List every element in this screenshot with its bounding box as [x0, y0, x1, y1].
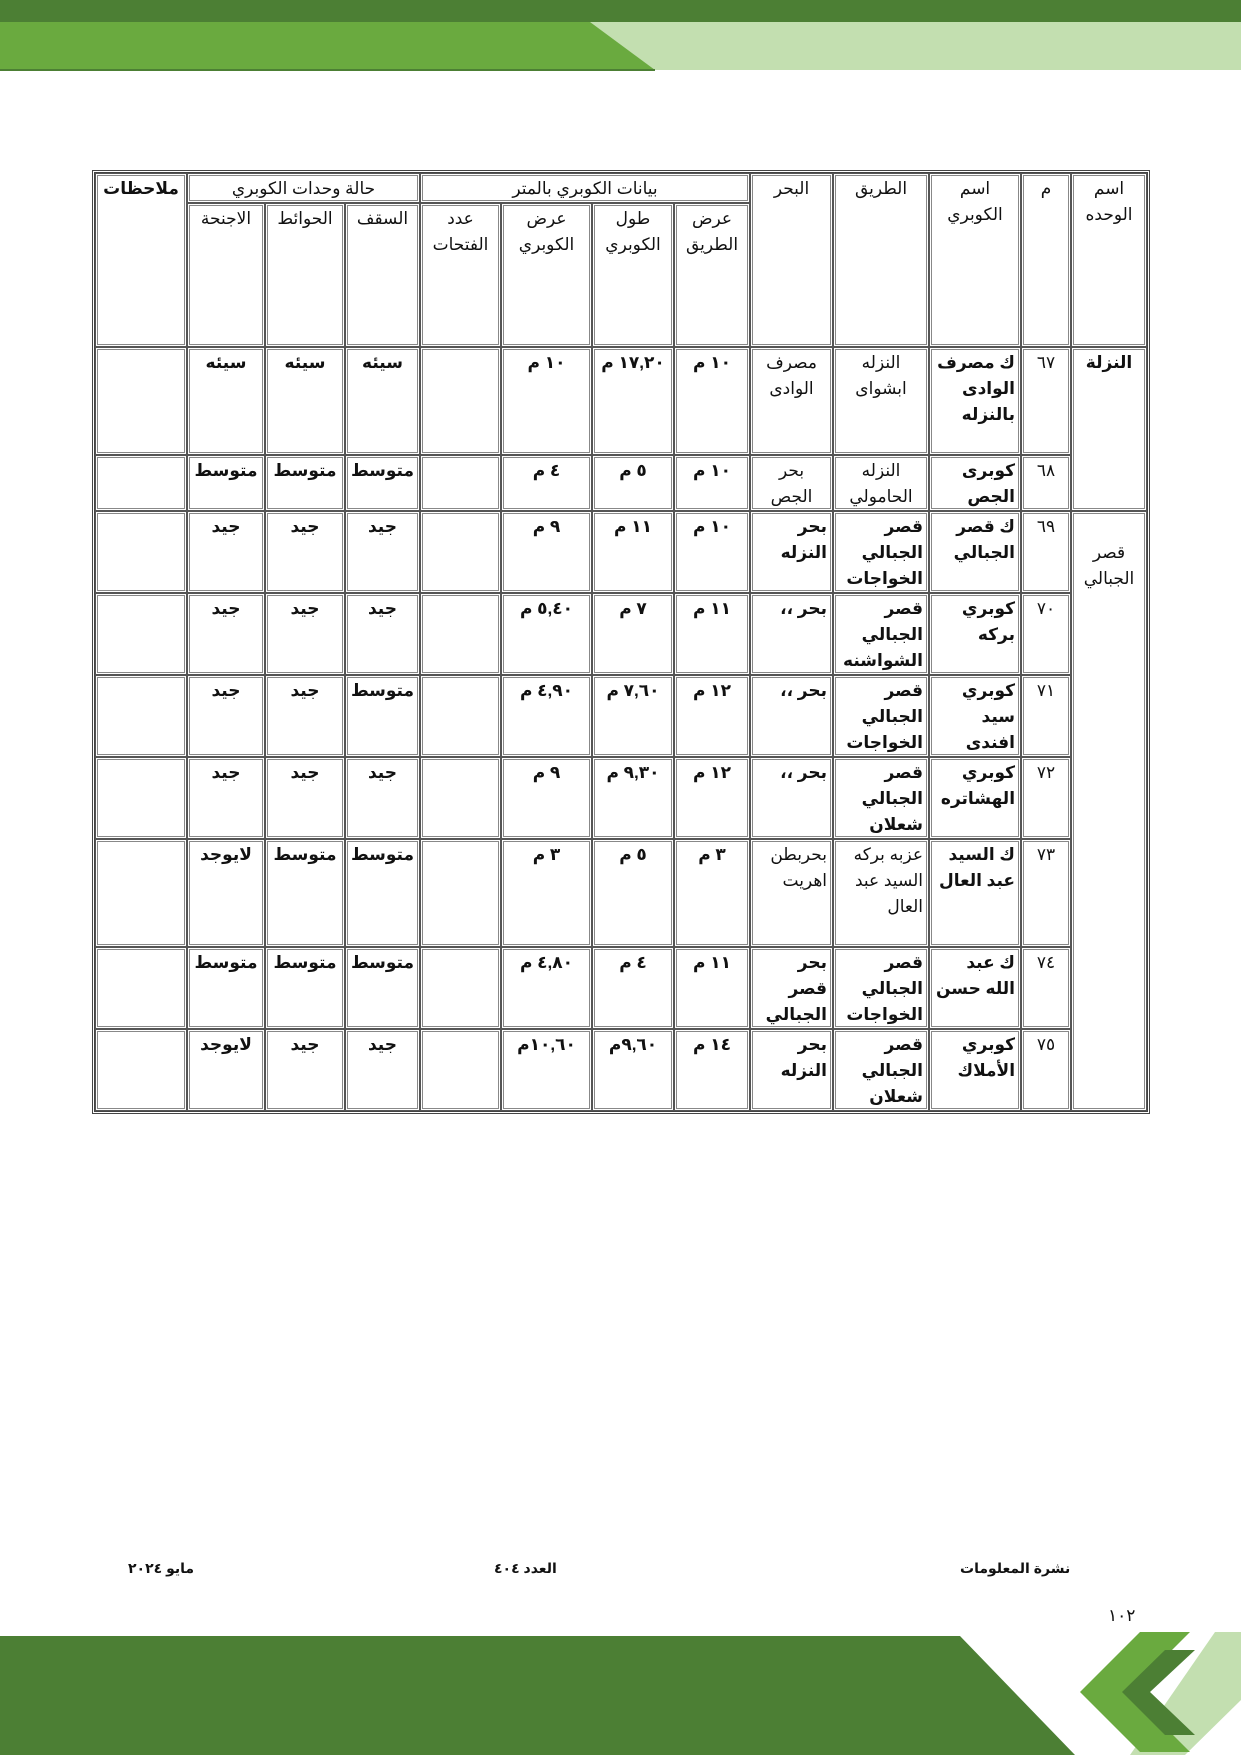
cell-notes — [95, 1029, 187, 1111]
cell-walls: جيد — [265, 511, 345, 593]
cell-road-width: ٣ م — [674, 839, 750, 947]
cell-canal: بحر ،، — [750, 757, 833, 839]
cell-openings — [420, 511, 501, 593]
cell-road-width: ١٠ م — [674, 347, 750, 455]
cell-road-width: ١١ م — [674, 593, 750, 675]
cell-canal: بحر ،، — [750, 675, 833, 757]
col-serial: م — [1021, 173, 1071, 347]
cell-wings: جيد — [187, 675, 265, 757]
cell-wings: لايوجد — [187, 1029, 265, 1111]
cell-length: ٧,٦٠ م — [592, 675, 674, 757]
cell-openings — [420, 757, 501, 839]
cell-no: ٧٤ — [1021, 947, 1071, 1029]
cell-ceiling: سيئه — [345, 347, 420, 455]
cell-wings: متوسط — [187, 455, 265, 511]
cell-walls: متوسط — [265, 839, 345, 947]
table-row — [95, 675, 1147, 757]
cell-wings: جيد — [187, 757, 265, 839]
col-unit-name: اسم الوحده — [1071, 173, 1147, 347]
col-road-width: عرض الطريق — [674, 203, 750, 347]
cell-walls: جيد — [265, 675, 345, 757]
cell-width: ٩ م — [501, 511, 592, 593]
cell-wings: جيد — [187, 511, 265, 593]
cell-ceiling: متوسط — [345, 947, 420, 1029]
col-canal: البحر — [750, 173, 833, 347]
cell-wings: جيد — [187, 593, 265, 675]
cell-openings — [420, 347, 501, 455]
cell-road-width: ١١ م — [674, 947, 750, 1029]
footer-decoration — [0, 1630, 1241, 1755]
bridges-table — [92, 170, 1150, 1114]
cell-canal: بحر النزله — [750, 511, 833, 593]
cell-bridge-name: كوبري سيد افندى — [929, 675, 1021, 757]
cell-road: عزبه بركه السيد عبد العال — [833, 839, 929, 947]
cell-canal: بحر النزله — [750, 1029, 833, 1111]
cell-ceiling: جيد — [345, 511, 420, 593]
col-notes: ملاحظات — [95, 173, 187, 347]
col-bridge-name: اسم الكوبري — [929, 173, 1021, 347]
cell-notes — [95, 593, 187, 675]
cell-bridge-name: كوبري الهشاتره — [929, 757, 1021, 839]
cell-road-width: ١٠ م — [674, 511, 750, 593]
cell-bridge-name: كوبرى الجص — [929, 455, 1021, 511]
cell-road-width: ١٠ م — [674, 455, 750, 511]
cell-openings — [420, 1029, 501, 1111]
cell-bridge-name: ك السيد عبد العال — [929, 839, 1021, 947]
cell-road: قصر الجبالي الشواشنه — [833, 593, 929, 675]
cell-unit: قصر الجبالي — [1071, 511, 1147, 1111]
cell-wings: سيئه — [187, 347, 265, 455]
cell-bridge-name: ك عبد الله حسن — [929, 947, 1021, 1029]
header-decoration — [0, 0, 1241, 75]
table-row — [95, 347, 1147, 455]
cell-no: ٦٧ — [1021, 347, 1071, 455]
col-bridge-length: طول الكوبري — [592, 203, 674, 347]
cell-openings — [420, 455, 501, 511]
cell-notes — [95, 511, 187, 593]
cell-width: ١٠,٦٠م — [501, 1029, 592, 1111]
footer-publication: نشرة المعلومات — [960, 1560, 1071, 1576]
cell-unit: النزلة — [1071, 347, 1147, 511]
cell-road: قصر الجبالي الخواجات — [833, 675, 929, 757]
col-openings: عدد الفتحات — [420, 203, 501, 347]
cell-road: قصر الجبالي شعلان — [833, 1029, 929, 1111]
cell-ceiling: جيد — [345, 757, 420, 839]
cell-ceiling: متوسط — [345, 675, 420, 757]
cell-walls: جيد — [265, 593, 345, 675]
cell-width: ٤,٩٠ م — [501, 675, 592, 757]
cell-no: ٦٨ — [1021, 455, 1071, 511]
footer-date: مايو ٢٠٢٤ — [128, 1560, 195, 1576]
cell-no: ٧٣ — [1021, 839, 1071, 947]
cell-length: ٤ م — [592, 947, 674, 1029]
cell-bridge-name: ك مصرف الوادى بالنزله — [929, 347, 1021, 455]
cell-no: ٧٠ — [1021, 593, 1071, 675]
cell-ceiling: متوسط — [345, 839, 420, 947]
cell-road: قصر الجبالي الخواجات — [833, 947, 929, 1029]
table-row — [95, 593, 1147, 675]
col-group-condition: حالة وحدات الكوبري — [187, 173, 420, 203]
cell-ceiling: جيد — [345, 1029, 420, 1111]
cell-walls: متوسط — [265, 947, 345, 1029]
cell-no: ٦٩ — [1021, 511, 1071, 593]
cell-walls: جيد — [265, 757, 345, 839]
cell-road-width: ١٤ م — [674, 1029, 750, 1111]
table-row — [95, 511, 1147, 593]
page-number: ١٠٢ — [1108, 1606, 1136, 1625]
cell-wings: متوسط — [187, 947, 265, 1029]
col-group-bridge-data: بيانات الكوبري بالمتر — [420, 173, 750, 203]
cell-canal: بحر الجص — [750, 455, 833, 511]
cell-road: النزله الحامولي — [833, 455, 929, 511]
cell-no: ٧٢ — [1021, 757, 1071, 839]
cell-width: ١٠ م — [501, 347, 592, 455]
bridges-table-container — [92, 170, 1144, 1114]
cell-road: قصر الجبالي الخواجات — [833, 511, 929, 593]
cell-walls: جيد — [265, 1029, 345, 1111]
cell-width: ٥,٤٠ م — [501, 593, 592, 675]
cell-notes — [95, 757, 187, 839]
col-road: الطريق — [833, 173, 929, 347]
cell-no: ٧٥ — [1021, 1029, 1071, 1111]
cell-openings — [420, 593, 501, 675]
cell-walls: سيئه — [265, 347, 345, 455]
cell-length: ٩,٣٠ م — [592, 757, 674, 839]
cell-width: ٤ م — [501, 455, 592, 511]
cell-openings — [420, 839, 501, 947]
cell-canal: بحر قصر الجبالي — [750, 947, 833, 1029]
cell-wings: لايوجد — [187, 839, 265, 947]
cell-road: قصر الجبالي شعلان — [833, 757, 929, 839]
col-walls: الحوائط — [265, 203, 345, 347]
cell-length: ١١ م — [592, 511, 674, 593]
cell-width: ٤,٨٠ م — [501, 947, 592, 1029]
cell-canal: بحربطن اهريت — [750, 839, 833, 947]
table-row — [95, 839, 1147, 947]
header-row-1 — [95, 173, 1147, 203]
cell-notes — [95, 675, 187, 757]
cell-road-width: ١٢ م — [674, 675, 750, 757]
cell-road: النزله ابشواى — [833, 347, 929, 455]
table-row — [95, 947, 1147, 1029]
cell-canal: مصرف الوادى — [750, 347, 833, 455]
cell-bridge-name: كوبري بركه — [929, 593, 1021, 675]
cell-road-width: ١٢ م — [674, 757, 750, 839]
cell-length: ١٧,٢٠ م — [592, 347, 674, 455]
table-row — [95, 757, 1147, 839]
cell-notes — [95, 455, 187, 511]
cell-length: ٧ م — [592, 593, 674, 675]
cell-length: ٩,٦٠م — [592, 1029, 674, 1111]
col-ceiling: السقف — [345, 203, 420, 347]
footer-issue: العدد ٤٠٤ — [494, 1560, 557, 1576]
col-wings: الاجنحة — [187, 203, 265, 347]
cell-openings — [420, 675, 501, 757]
cell-width: ٩ م — [501, 757, 592, 839]
table-row — [95, 455, 1147, 511]
cell-length: ٥ م — [592, 839, 674, 947]
cell-notes — [95, 347, 187, 455]
cell-canal: بحر ،، — [750, 593, 833, 675]
cell-ceiling: جيد — [345, 593, 420, 675]
cell-bridge-name: كوبري الأملاك — [929, 1029, 1021, 1111]
cell-openings — [420, 947, 501, 1029]
cell-length: ٥ م — [592, 455, 674, 511]
table-row — [95, 1029, 1147, 1111]
cell-no: ٧١ — [1021, 675, 1071, 757]
cell-walls: متوسط — [265, 455, 345, 511]
col-bridge-width: عرض الكوبري — [501, 203, 592, 347]
cell-notes — [95, 947, 187, 1029]
cell-width: ٣ م — [501, 839, 592, 947]
cell-notes — [95, 839, 187, 947]
cell-bridge-name: ك قصر الجبالي — [929, 511, 1021, 593]
cell-ceiling: متوسط — [345, 455, 420, 511]
